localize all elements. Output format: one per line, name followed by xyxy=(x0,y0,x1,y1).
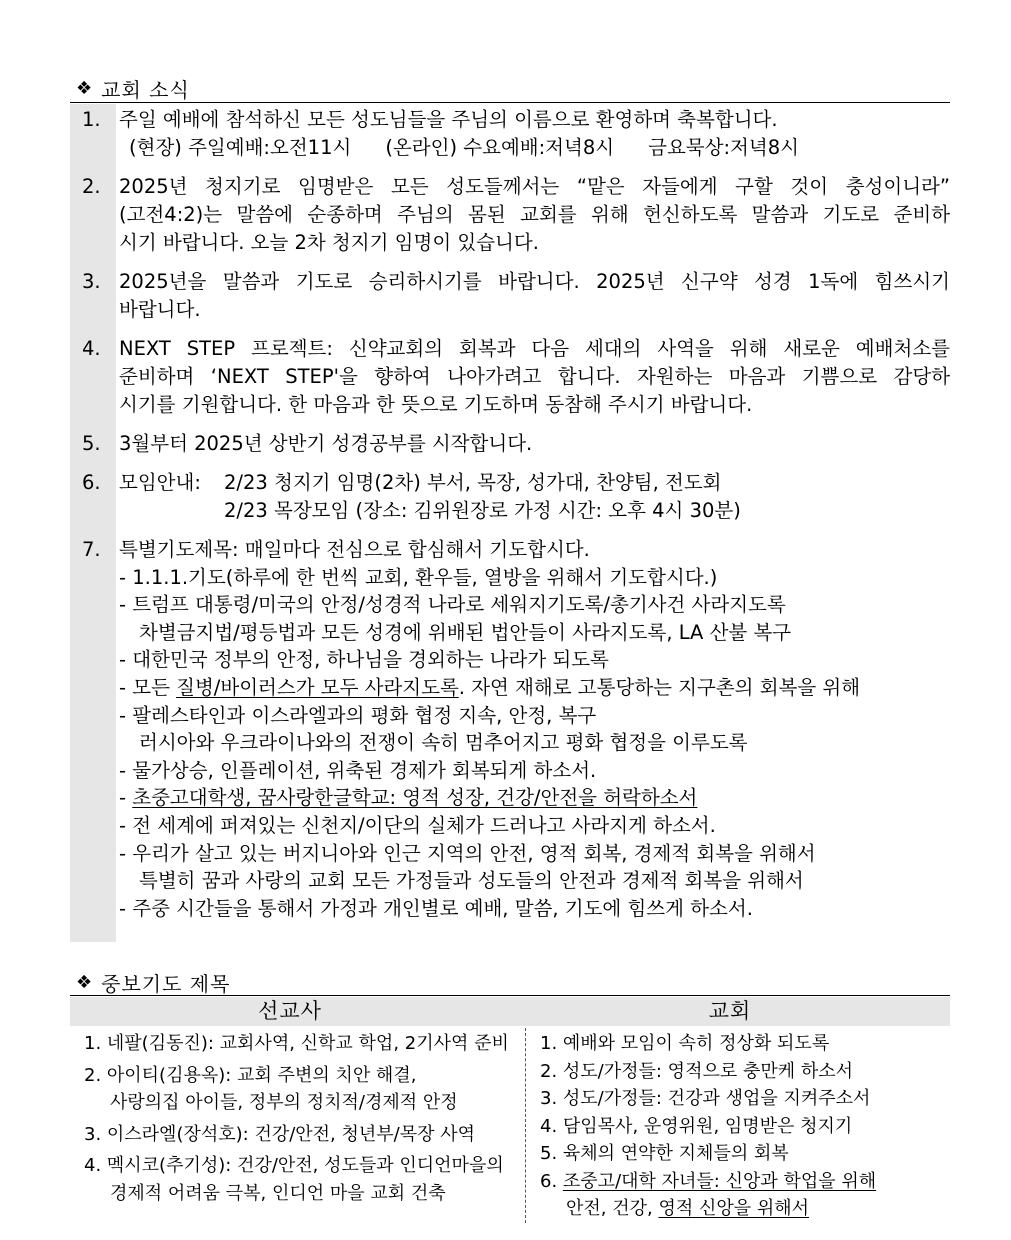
prayer-title: 특별기도제목: 매일마다 전심으로 합심해서 기도합시다. xyxy=(119,538,590,561)
news-list xyxy=(70,106,950,933)
news-divider xyxy=(70,102,950,103)
news-section-heading xyxy=(76,74,190,103)
news-title: 교회 소식 xyxy=(101,78,190,102)
column-missionary: 선교사 xyxy=(258,999,322,1023)
news-item-1: 1. 주일 예배에 참석하신 모든 성도님들을 주님의 이름으로 환영하며 축복합니다. (현장) 주일예배:오전11시 (온라인) 수요예배:저녁8시 금요묵상:저녁8시 xyxy=(70,106,950,162)
missionary-list: 1. 네팔(김동진): 교회사역, 신학교 학업, 2기사역 준비 2. 아이티(김용옥): 교회 주변의 치안 해결, 사랑의집 아이들, 정부의 정치적/경제적 안정 3. 이스라엘(장석호): 건강/안전, 청년부/목장 사역 4. 멕시코(추기성): 건강/안전, 성도들과 인디언마을의 경제적 어려움 극복, 인디언 마을 교회 건축 xyxy=(84,1033,509,1204)
intercession-divider xyxy=(70,995,950,996)
column-church: 교회 xyxy=(708,999,752,1023)
news-item-2: 2. 2025년 청지기로 임명받은 모든 성도들께서는 “맡은 자들에게 구할 것이 충성이니라” (고전4:2)는 말씀에 순종하며 주님의 몸된 교회를 위해 헌신하도록 말씀과 기도로 준비하 시기 바랍니다. 오늘 2차 청지기 임명이 있습니다. xyxy=(82,175,950,254)
news-item-3: 3. 2025년을 말씀과 기도로 승리하시기를 바랍니다. 2025년 신구약 성경 1독에 힘쓰시기 바랍니다. xyxy=(82,270,950,321)
meeting-label: 모임안내: xyxy=(119,471,201,494)
news-item-6-meeting: 6. 모임안내: 2/23 청지기 임명(2차) 부서, 목장, 성가대, 찬양팀, 전도회 2/23 목장모임 (장소: 김위원장로 가정 시간: 오후 4시 30분) xyxy=(82,471,741,522)
intercession-table-header xyxy=(70,997,950,1026)
diamond-star-icon: ❖ xyxy=(76,78,94,99)
intercession-section-heading xyxy=(76,968,230,997)
news-item-4: 4. NEXT STEP 프로젝트: 신약교회의 회복과 다음 세대의 사역을 위해 새로운 예배처소를 준비하며 ‘NEXT STEP'을 향하여 나아가려고 합니다. 자원하는 마음과 기쁨으로 감당하 시기를 기원합니다. 한 마음과 한 뜻으로 기도하며 동참해 주시기 바랍니다. xyxy=(82,337,950,416)
service-schedule: (현장) 주일예배:오전11시 (온라인) 수요예배:저녁8시 금요묵상:저녁8시 xyxy=(129,136,799,159)
church-prayer-list: 1. 예배와 모임이 속히 정상화 되도록 2. 성도/가정들: 영적으로 충만케 하소서 3. 성도/가정들: 건강과 생업을 지켜주소서 4. 담임목사, 운영위원, 임명받은 청지기 5. 육체의 연약한 지체들의 회복 6. 조중고/대학 자녀들: 신앙과 학업을 위해 안전, 건강, 영적 신앙을 위해서 xyxy=(540,1033,877,1219)
column-separator xyxy=(525,1028,526,1223)
intercession-title: 중보기도 제목 xyxy=(101,972,231,996)
diamond-star-icon: ❖ xyxy=(76,972,94,993)
news-item-5: 5. 3월부터 2025년 상반기 성경공부를 시작합니다. xyxy=(82,432,533,455)
news-item-7-prayer: 7. 특별기도제목: 매일마다 전심으로 합심해서 기도합시다. - 1.1.1.기도(하루에 한 번씩 교회, 환우들, 열방을 위해서 기도합시다.) - 트럼프 대통령/미국의 안정/성경적 나라로 세워지기도록/총기사건 사라지도록 차별금지법/평등법과 모든 성경에 위배된 법안들이 사라지도록, LA 산불 복구 - 대한민국 정부의 안정, 하나님을 경외하는 나라가 되도록 - 모든 질병/바이러스가 모두 사라지도록. 자연 재해로 고통당하는 지구촌의 회복을 위해 - 팔레스타인과 이스라엘과의 평화 협정 지속, 안정, 복구 러시아와 우크라이나와의 전쟁이 속히 멈추어지고 평화 협정을 이루도록 - 물가상승, 인플레이션, 위축된 경제가 회복되게 하소서. - 초중고대학생, 꿈사랑한글학교: 영적 성장, 건강/안전을 허락하소서 - 전 세계에 퍼져있는 신천지/이단의 실체가 드러나고 사라지게 하소서. - 우리가 살고 있는 버지니아와 인근 지역의 안전, 영적 회복, 경제적 회복을 위해서 특별히 꿈과 사랑의 교회 모든 가정들과 성도들의 안전과 경제적 회복을 위해서 - 주중 시간들을 통해서 가정과 개인별로 예배, 말씀, 기도에 힘쓰게 하소서. xyxy=(70,536,950,922)
